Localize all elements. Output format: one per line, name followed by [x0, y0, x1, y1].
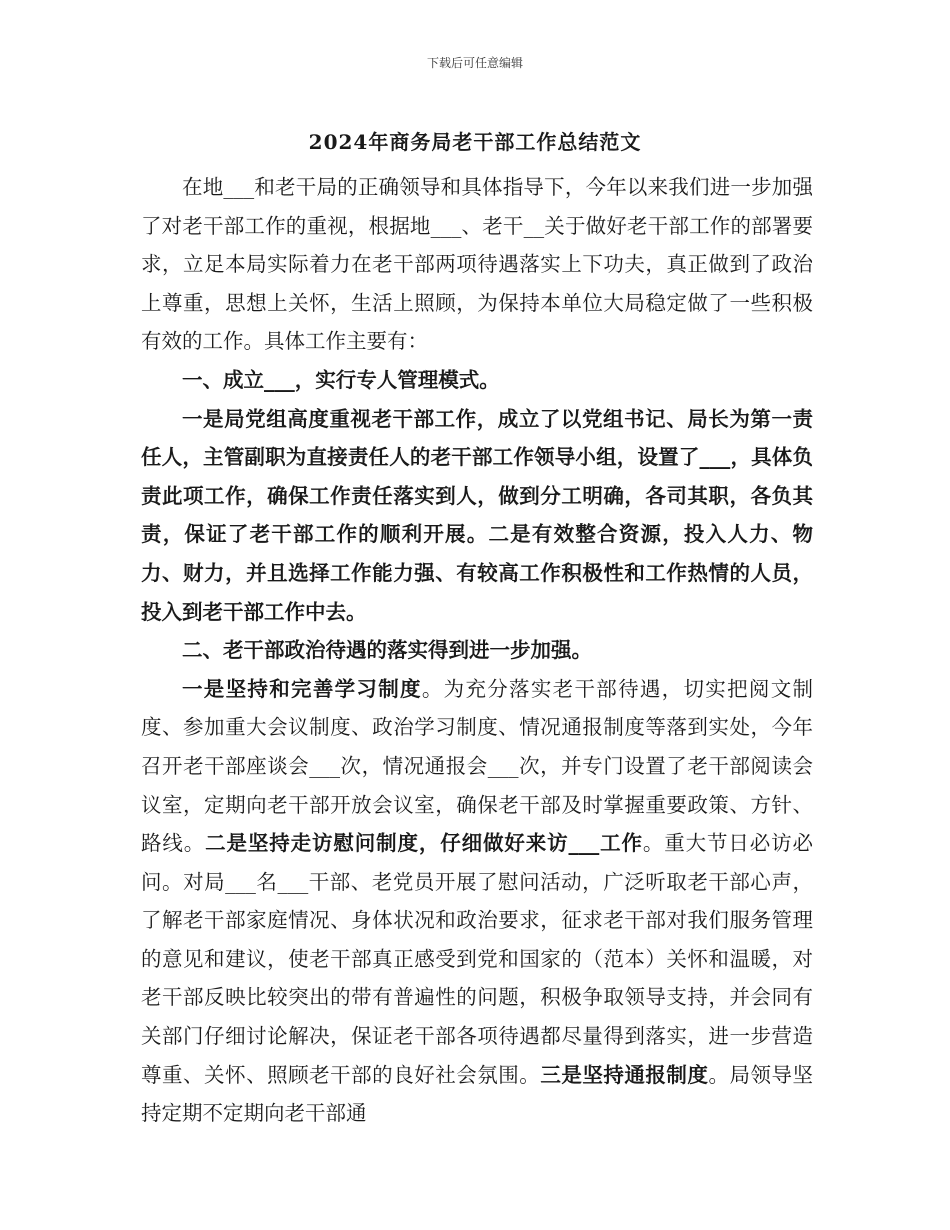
section-heading-2: 二、老干部政治待遇的落实得到进一步加强。	[182, 638, 592, 663]
intro-paragraph: 在地___和老干局的正确领导和具体指导下，今年以来我们进一步加强了对老干部工作的重视，根据地___、老干__关于做好老干部工作的部署要求，立足本局实际着力在老干部两项待遇落实上下功夫，真正做到了政治上尊重，思想上关怀，生活上照顾，为保持本单位大局稳定做了一些积极有效的工作。具体工作主要有：	[141, 175, 813, 354]
point-3-lead: 三是坚持通报制度	[540, 1062, 709, 1087]
section-2-paragraph	[141, 670, 813, 1133]
point-2-lead: 二是坚持走访慰问制度，仔细做好来访___工作	[205, 831, 643, 856]
section-heading-1: 一、成立___，实行专人管理模式。	[182, 367, 500, 392]
header-note: 下载后可任意编辑	[426, 56, 523, 70]
point-1-lead: 一是坚持和完善学习制度	[182, 676, 422, 701]
document-title: 2024年商务局老干部工作总结范文	[308, 130, 642, 154]
point-1-text: 。为充分落实老干部待遇，切实把阅文制度、参加重大会议制度、政治学习制度、情况通报制度等落到实处，今年召开老干部座谈会___次，情况通报会___次，并专门设置了老干部阅读会议室，定期向老干部开放会议室，确保老干部及时掌握重要政策、方针、路线。	[141, 676, 814, 856]
section-1-paragraph: 一是局党组高度重视老干部工作，成立了以党组书记、局长为第一责任人，主管副职为直接责任人的老干部工作领导小组，设置了___，具体负责此项工作，确保工作责任落实到人，做到分工明确，各司其职，各负其责，保证了老干部工作的顺利开展。二是有效整合资源，投入人力、物力、财力，并且选择工作能力强、有较高工作积极性和工作热情的人员，投入到老干部工作中去。	[141, 406, 813, 624]
document-body	[141, 168, 813, 1133]
point-2-text: 。重大节日必访必问。对局___名___干部、老党员开展了慰问活动，广泛听取老干部心声，了解老干部家庭情况、身体状况和政治要求，征求老干部对我们服务管理的意见和建议，使老干部真正感受到党和国家的（范本）关怀和温暖，对老干部反映比较突出的带有普遍性的问题，积极争取领导支持，并会同有关部门仔细讨论解决，保证老干部各项待遇都尽量得到落实，进一步营造尊重、关怀、照顾老干部的良好社会氛围。	[141, 831, 813, 1087]
point-3-text: 。局领导坚持定期不定期向老干部通	[141, 1062, 814, 1126]
